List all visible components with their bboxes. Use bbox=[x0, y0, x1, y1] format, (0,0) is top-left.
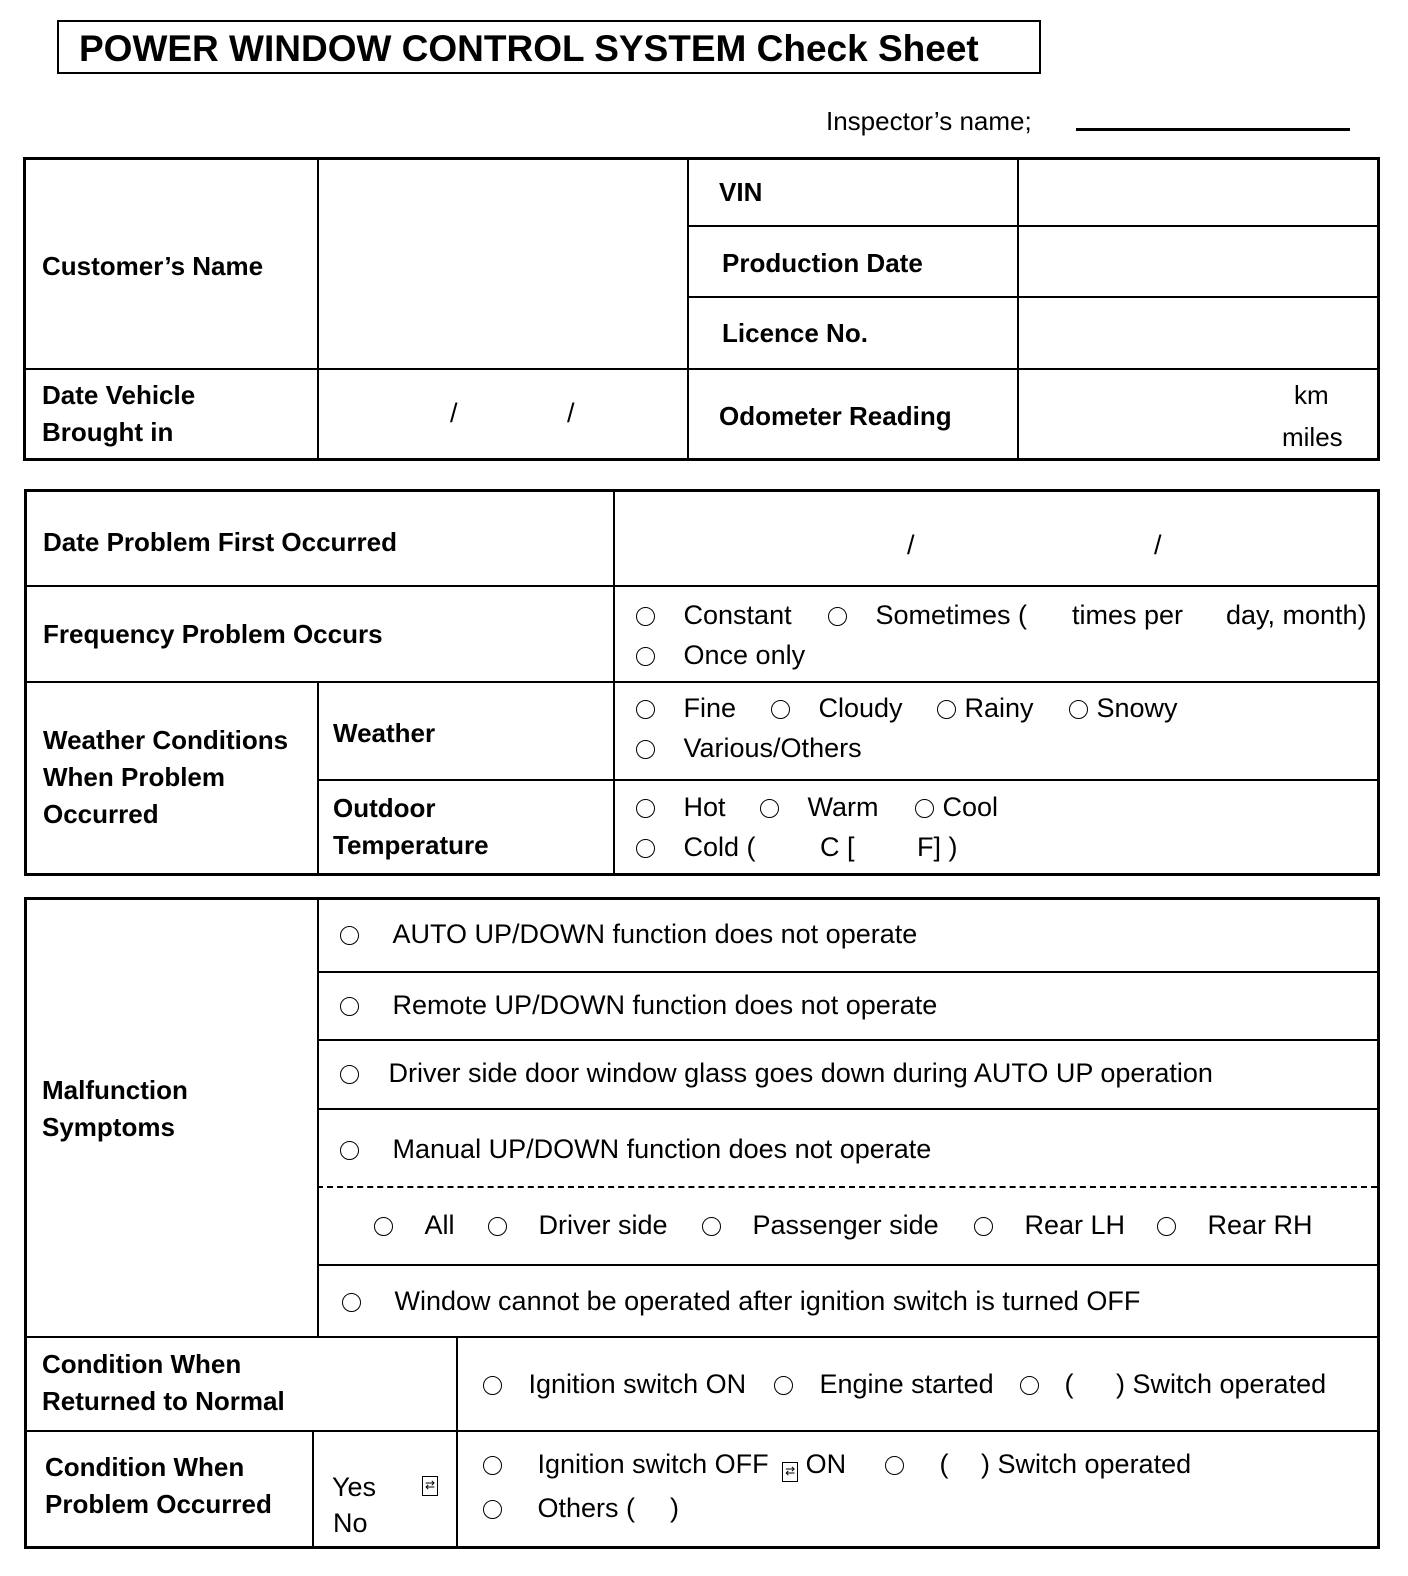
customer-name-label: Customer’s Name bbox=[42, 251, 264, 281]
radio-engine-started[interactable] bbox=[774, 1376, 793, 1395]
radio-driver-side[interactable] bbox=[488, 1217, 507, 1236]
customer-name-field[interactable] bbox=[319, 160, 687, 368]
radio-auto-updown[interactable] bbox=[340, 926, 359, 945]
radio-rainy[interactable] bbox=[937, 700, 956, 719]
licence-no-field[interactable] bbox=[1019, 298, 1377, 368]
radio-rear-rh[interactable] bbox=[1157, 1217, 1176, 1236]
radio-manual-updown[interactable] bbox=[340, 1141, 359, 1160]
inspector-name-field[interactable] bbox=[1076, 128, 1350, 131]
condition-problem-label: Condition When bbox=[45, 1452, 245, 1482]
radio-ignition-off-window[interactable] bbox=[342, 1293, 361, 1312]
weather-conditions-label: Weather Conditions bbox=[43, 725, 289, 755]
vin-field[interactable] bbox=[1019, 160, 1377, 225]
radio-remote-updown[interactable] bbox=[340, 997, 359, 1016]
radio-rear-lh[interactable] bbox=[974, 1217, 993, 1236]
arrow-icon: ⇄ bbox=[782, 1462, 798, 1482]
date-slash: / bbox=[907, 530, 915, 560]
radio-others[interactable] bbox=[483, 1500, 502, 1519]
radio-various-others[interactable] bbox=[636, 740, 655, 759]
unit-miles: miles bbox=[1282, 422, 1343, 452]
no-label: No bbox=[333, 1508, 368, 1538]
licence-no-label: Licence No. bbox=[722, 318, 868, 348]
radio-once-only[interactable] bbox=[636, 647, 655, 666]
date-slash: / bbox=[1154, 530, 1162, 560]
date-first-occurred-field[interactable] bbox=[615, 492, 1377, 585]
yes-label: Yes bbox=[332, 1472, 377, 1502]
odometer-reading-label: Odometer Reading bbox=[719, 401, 952, 431]
date-slash: / bbox=[567, 398, 575, 428]
date-brought-in-field[interactable] bbox=[319, 370, 687, 458]
radio-warm[interactable] bbox=[760, 799, 779, 818]
weather-label: Weather bbox=[333, 718, 436, 748]
radio-switch-operated[interactable] bbox=[1020, 1376, 1039, 1395]
radio-ignition-on[interactable] bbox=[483, 1376, 502, 1395]
malfunction-symptoms-label: Malfunction bbox=[42, 1075, 188, 1105]
radio-ignition-off-on[interactable] bbox=[483, 1456, 502, 1475]
vehicle-info-table: Customer’s Name VIN Production Date Licence No. Date Vehicle Brought in / / Odometer Reading km miles bbox=[23, 157, 1380, 461]
radio-problem-switch-operated[interactable] bbox=[885, 1456, 904, 1475]
radio-snowy[interactable] bbox=[1069, 700, 1088, 719]
radio-all[interactable] bbox=[374, 1217, 393, 1236]
condition-returned-label: Condition When bbox=[42, 1349, 242, 1379]
problem-occurrence-table: Date Problem First Occurred / / Frequency Problem Occurs Constant Sometimes ( times per day, month) Once only Weather Conditions When Problem Occurred Weather Fine Cloudy Rainy Snowy Various/Others Outdoor Temperature Hot Warm Cool Cold ( C [ F] ) bbox=[24, 489, 1380, 876]
radio-cool[interactable] bbox=[915, 799, 934, 818]
production-date-field[interactable] bbox=[1019, 227, 1377, 296]
radio-cold[interactable] bbox=[636, 839, 655, 858]
outdoor-temperature-label: Outdoor bbox=[333, 793, 436, 823]
date-slash: / bbox=[450, 398, 458, 428]
date-problem-first-occurred-label: Date Problem First Occurred bbox=[43, 527, 397, 557]
unit-km: km bbox=[1294, 380, 1329, 410]
yes-no-toggle-icon[interactable]: ⇄ bbox=[422, 1476, 438, 1496]
radio-fine[interactable] bbox=[636, 700, 655, 719]
radio-passenger-side[interactable] bbox=[702, 1217, 721, 1236]
malfunction-table: Malfunction Symptoms AUTO UP/DOWN function does not operate Remote UP/DOWN function does not operate Driver side door window glass goes down during AUTO UP operation Manual UP/DOWN function does not operate All Driver side Passenger side Rear LH Rear RH Window cannot be operated after ignition switch is turned OFF Condition When Returned to Normal Ignition switch ON Engine started ( ) Switch operated Condition When Problem Occurred Yes ⇄ No Ignition switch OFF ⇄ ON ( ) Switch operated Others ( ) bbox=[24, 897, 1380, 1549]
date-vehicle-brought-in-label: Date Vehicle bbox=[42, 380, 196, 410]
radio-hot[interactable] bbox=[636, 799, 655, 818]
radio-driver-auto-up[interactable] bbox=[340, 1065, 359, 1084]
radio-constant[interactable] bbox=[636, 607, 655, 626]
inspector-label: Inspector’s name; bbox=[826, 106, 1032, 136]
vin-label: VIN bbox=[719, 177, 763, 207]
odometer-field[interactable] bbox=[1019, 370, 1259, 458]
frequency-label: Frequency Problem Occurs bbox=[43, 619, 383, 649]
production-date-label: Production Date bbox=[722, 248, 923, 278]
page-title: POWER WINDOW CONTROL SYSTEM Check Sheet bbox=[57, 20, 1041, 74]
radio-cloudy[interactable] bbox=[771, 700, 790, 719]
radio-sometimes[interactable] bbox=[828, 607, 847, 626]
